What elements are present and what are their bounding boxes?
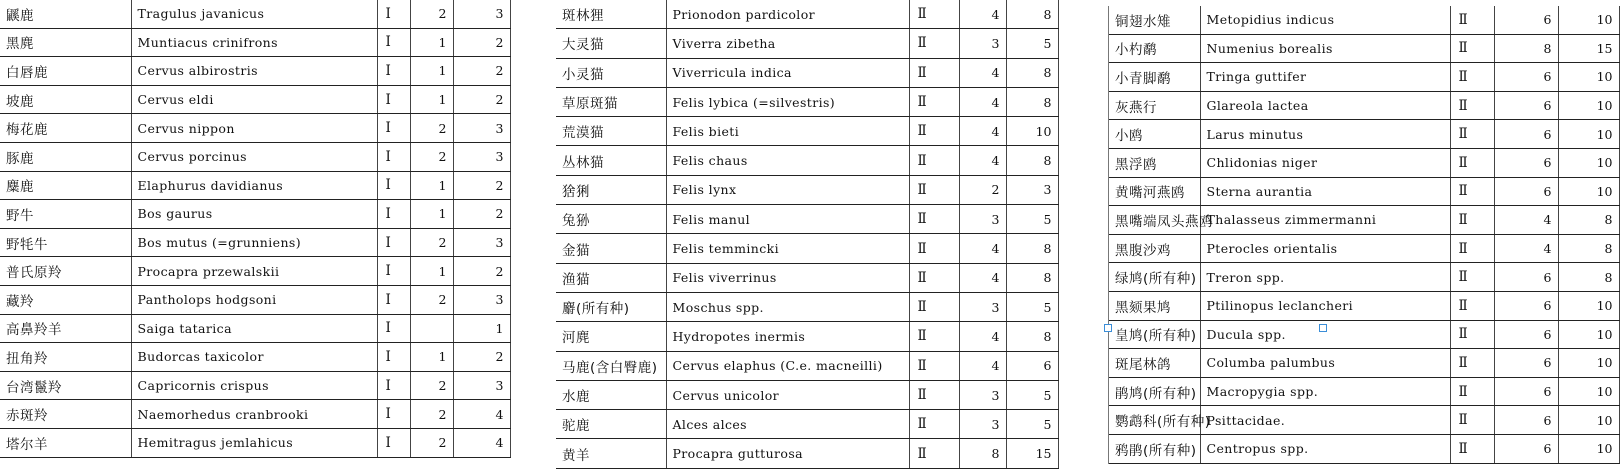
table-row [556, 380, 1058, 409]
table-row [1109, 91, 1619, 120]
protection-class-cell: Ⅱ [909, 58, 959, 87]
table-row [0, 85, 510, 114]
quota-max-cell: 15 [1558, 34, 1619, 63]
quota-min-cell: 4 [1494, 206, 1558, 235]
protection-class-cell: Ⅱ [909, 205, 959, 234]
protection-class-cell: Ⅱ [909, 292, 959, 321]
table-row [1109, 291, 1619, 320]
scientific-name-cell: Moschus spp. [666, 292, 909, 321]
quota-max-cell: 8 [1558, 234, 1619, 263]
scientific-name-cell: Hemitragus jemlahicus [131, 428, 377, 457]
table-row [1109, 34, 1619, 63]
quota-min-cell: 1 [410, 28, 453, 57]
common-name-cell: 铜翅水雉 [1109, 6, 1200, 34]
common-name-cell: 赤斑羚 [0, 400, 131, 429]
common-name-cell: 鹦鹉科(所有种) [1109, 406, 1200, 435]
protection-class-cell: Ⅱ [1450, 148, 1494, 177]
quota-min-cell: 6 [1494, 91, 1558, 120]
protection-class-cell: Ⅰ [377, 57, 410, 86]
common-name-cell: 台湾鬣羚 [0, 371, 131, 400]
quota-min-cell: 1 [410, 200, 453, 229]
scientific-name-cell: Columba palumbus [1200, 349, 1450, 378]
quota-max-cell: 10 [1558, 177, 1619, 206]
scientific-name-cell: Felis manul [666, 205, 909, 234]
protection-class-cell: Ⅰ [377, 142, 410, 171]
scientific-name-cell: Naemorhedus cranbrooki [131, 400, 377, 429]
table-row [0, 171, 510, 200]
quota-max-cell: 1 [453, 314, 510, 343]
common-name-cell: 大灵猫 [556, 29, 666, 58]
common-name-cell: 黄羊 [556, 439, 666, 468]
protection-class-cell: Ⅰ [377, 0, 410, 28]
common-name-cell: 麋鹿 [0, 171, 131, 200]
table-row [0, 343, 510, 372]
table-row [0, 371, 510, 400]
quota-min-cell: 2 [410, 0, 453, 28]
common-name-cell: 黑腹沙鸡 [1109, 234, 1200, 263]
common-name-cell: 丛林猫 [556, 146, 666, 175]
common-name-cell: 草原斑猫 [556, 87, 666, 116]
scientific-name-cell: Procapra przewalskii [131, 257, 377, 286]
quota-min-cell: 1 [410, 85, 453, 114]
protection-class-cell: Ⅱ [1450, 206, 1494, 235]
protection-class-cell: Ⅰ [377, 371, 410, 400]
table-row [0, 228, 510, 257]
quota-max-cell: 5 [1006, 292, 1058, 321]
quota-max-cell: 10 [1558, 6, 1619, 34]
table-row [0, 142, 510, 171]
common-name-cell: 兔狲 [556, 205, 666, 234]
quota-max-cell: 10 [1558, 434, 1619, 463]
table-row [556, 29, 1058, 58]
protection-class-cell: Ⅰ [377, 428, 410, 457]
table-row [0, 57, 510, 86]
scientific-name-cell: Bos gaurus [131, 200, 377, 229]
table-row [556, 205, 1058, 234]
table-row [1109, 63, 1619, 92]
quota-min-cell: 6 [1494, 263, 1558, 292]
quota-min-cell: 1 [410, 343, 453, 372]
selection-handle-center[interactable] [1319, 324, 1327, 332]
species-table [556, 0, 1059, 469]
quota-max-cell: 2 [453, 200, 510, 229]
protection-class-cell: Ⅱ [1450, 91, 1494, 120]
quota-max-cell: 8 [1558, 263, 1619, 292]
common-name-cell: 皇鸠(所有种) [1109, 320, 1200, 349]
protection-class-cell: Ⅰ [377, 343, 410, 372]
quota-max-cell: 8 [1006, 322, 1058, 351]
species-table-column-2 [556, 0, 1059, 469]
quota-max-cell: 10 [1558, 349, 1619, 378]
quota-max-cell: 8 [1006, 0, 1058, 29]
protection-class-cell: Ⅱ [909, 146, 959, 175]
scientific-name-cell: Tragulus javanicus [131, 0, 377, 28]
table-row [0, 114, 510, 143]
common-name-cell: 小杓鹬 [1109, 34, 1200, 63]
scientific-name-cell: Chlidonias niger [1200, 148, 1450, 177]
table-row [556, 410, 1058, 439]
quota-min-cell: 6 [1494, 6, 1558, 34]
scientific-name-cell: Felis lybica (=silvestris) [666, 87, 909, 116]
quota-max-cell: 2 [453, 171, 510, 200]
quota-min-cell: 3 [959, 380, 1006, 409]
quota-min-cell: 3 [959, 292, 1006, 321]
scientific-name-cell: Felis bieti [666, 117, 909, 146]
species-table-column-3 [1108, 6, 1620, 464]
common-name-cell: 坡鹿 [0, 85, 131, 114]
protection-class-cell: Ⅱ [1450, 177, 1494, 206]
table-row [556, 87, 1058, 116]
quota-min-cell: 4 [1494, 234, 1558, 263]
table-row [0, 0, 510, 28]
quota-min-cell: 4 [959, 117, 1006, 146]
common-name-cell: 驼鹿 [556, 410, 666, 439]
protection-class-cell: Ⅱ [1450, 34, 1494, 63]
scientific-name-cell: Macropygia spp. [1200, 377, 1450, 406]
common-name-cell: 黄嘴河燕鸥 [1109, 177, 1200, 206]
table-row [556, 322, 1058, 351]
quota-min-cell: 4 [959, 322, 1006, 351]
scientific-name-cell: Felis temmincki [666, 234, 909, 263]
quota-max-cell: 5 [1006, 205, 1058, 234]
scientific-name-cell: Saiga tatarica [131, 314, 377, 343]
quota-min-cell: 6 [1494, 406, 1558, 435]
quota-min-cell: 6 [1494, 120, 1558, 149]
protection-class-cell: Ⅰ [377, 85, 410, 114]
protection-class-cell: Ⅱ [1450, 263, 1494, 292]
scientific-name-cell: Elaphurus davidianus [131, 171, 377, 200]
quota-max-cell: 15 [1006, 439, 1058, 468]
scientific-name-cell: Ducula spp. [1200, 320, 1450, 349]
table-row [1109, 320, 1619, 349]
quota-max-cell: 5 [1006, 380, 1058, 409]
quota-min-cell: 4 [959, 351, 1006, 380]
quota-max-cell: 10 [1558, 63, 1619, 92]
common-name-cell: 梅花鹿 [0, 114, 131, 143]
quota-min-cell: 6 [1494, 377, 1558, 406]
quota-min-cell: 1 [410, 257, 453, 286]
table-row [556, 58, 1058, 87]
table-row [1109, 349, 1619, 378]
common-name-cell: 斑林狸 [556, 0, 666, 29]
quota-min-cell: 4 [959, 263, 1006, 292]
common-name-cell: 小鸥 [1109, 120, 1200, 149]
scientific-name-cell: Felis lynx [666, 175, 909, 204]
quota-min-cell: 6 [1494, 291, 1558, 320]
common-name-cell: 黑颏果鸠 [1109, 291, 1200, 320]
quota-max-cell: 10 [1558, 91, 1619, 120]
quota-min-cell: 1 [410, 171, 453, 200]
quota-min-cell: 2 [410, 428, 453, 457]
quota-min-cell: 3 [959, 410, 1006, 439]
quota-min-cell: 2 [959, 175, 1006, 204]
scientific-name-cell: Pantholops hodgsoni [131, 285, 377, 314]
table-row [556, 351, 1058, 380]
protection-class-cell: Ⅱ [1450, 6, 1494, 34]
common-name-cell: 猞猁 [556, 175, 666, 204]
quota-max-cell: 4 [453, 428, 510, 457]
common-name-cell: 高鼻羚羊 [0, 314, 131, 343]
table-row [556, 234, 1058, 263]
species-table-column-1 [0, 0, 511, 458]
common-name-cell: 黑浮鸥 [1109, 148, 1200, 177]
quota-min-cell: 2 [410, 371, 453, 400]
protection-class-cell: Ⅰ [377, 114, 410, 143]
common-name-cell: 鸦鹃(所有种) [1109, 434, 1200, 463]
table-row [1109, 177, 1619, 206]
species-table [0, 0, 511, 458]
common-name-cell: 扭角羚 [0, 343, 131, 372]
protection-class-cell: Ⅰ [377, 228, 410, 257]
protection-class-cell: Ⅰ [377, 400, 410, 429]
scientific-name-cell: Thalasseus zimmermanni [1200, 206, 1450, 235]
protection-class-cell: Ⅰ [377, 171, 410, 200]
quota-max-cell: 8 [1006, 263, 1058, 292]
scientific-name-cell: Tringa guttifer [1200, 63, 1450, 92]
quota-max-cell: 10 [1006, 117, 1058, 146]
quota-max-cell: 8 [1006, 234, 1058, 263]
common-name-cell: 小青脚鹬 [1109, 63, 1200, 92]
scientific-name-cell: Budorcas taxicolor [131, 343, 377, 372]
protection-class-cell: Ⅱ [909, 351, 959, 380]
protection-class-cell: Ⅰ [377, 28, 410, 57]
table-row [1109, 148, 1619, 177]
quota-min-cell: 6 [1494, 434, 1558, 463]
quota-min-cell: 1 [410, 57, 453, 86]
scientific-name-cell: Felis viverrinus [666, 263, 909, 292]
scientific-name-cell: Numenius borealis [1200, 34, 1450, 63]
scientific-name-cell: Cervus nippon [131, 114, 377, 143]
protection-class-cell: Ⅱ [909, 234, 959, 263]
quota-min-cell: 4 [959, 0, 1006, 29]
scientific-name-cell: Viverra zibetha [666, 29, 909, 58]
quota-min-cell: 2 [410, 400, 453, 429]
protection-class-cell: Ⅱ [1450, 234, 1494, 263]
quota-min-cell: 4 [959, 58, 1006, 87]
quota-max-cell: 8 [1558, 206, 1619, 235]
scientific-name-cell: Psittacidae. [1200, 406, 1450, 435]
table-row [0, 314, 510, 343]
table-row [556, 292, 1058, 321]
common-name-cell: 水鹿 [556, 380, 666, 409]
quota-max-cell: 3 [453, 371, 510, 400]
quota-min-cell: 2 [410, 228, 453, 257]
quota-min-cell: 2 [410, 114, 453, 143]
scientific-name-cell: Ptilinopus leclancheri [1200, 291, 1450, 320]
quota-max-cell: 3 [1006, 175, 1058, 204]
quota-min-cell: 6 [1494, 177, 1558, 206]
common-name-cell: 马鹿(含白臀鹿) [556, 351, 666, 380]
table-row [1109, 434, 1619, 463]
scientific-name-cell: Felis chaus [666, 146, 909, 175]
scientific-name-cell: Glareola lactea [1200, 91, 1450, 120]
common-name-cell: 麝(所有种) [556, 292, 666, 321]
common-name-cell: 塔尔羊 [0, 428, 131, 457]
protection-class-cell: Ⅱ [1450, 349, 1494, 378]
quota-max-cell: 2 [453, 57, 510, 86]
species-table [1109, 6, 1620, 464]
common-name-cell: 荒漠猫 [556, 117, 666, 146]
table-row [556, 0, 1058, 29]
scientific-name-cell: Cervus unicolor [666, 380, 909, 409]
common-name-cell: 白唇鹿 [0, 57, 131, 86]
table-row [0, 400, 510, 429]
protection-class-cell: Ⅱ [1450, 434, 1494, 463]
common-name-cell: 黑嘴端凤头燕鸥 [1109, 206, 1200, 235]
quota-max-cell: 10 [1558, 377, 1619, 406]
common-name-cell: 黑麂 [0, 28, 131, 57]
quota-max-cell: 2 [453, 28, 510, 57]
selection-handle-left[interactable] [1104, 324, 1112, 332]
common-name-cell: 金猫 [556, 234, 666, 263]
quota-min-cell: 2 [410, 142, 453, 171]
protection-class-cell: Ⅰ [377, 314, 410, 343]
common-name-cell: 灰燕行 [1109, 91, 1200, 120]
table-row [1109, 234, 1619, 263]
table-row [0, 285, 510, 314]
scientific-name-cell: Cervus eldi [131, 85, 377, 114]
scientific-name-cell: Metopidius indicus [1200, 6, 1450, 34]
quota-min-cell: 6 [1494, 148, 1558, 177]
table-row [1109, 206, 1619, 235]
table-row [0, 428, 510, 457]
quota-min-cell: 4 [959, 234, 1006, 263]
common-name-cell: 小灵猫 [556, 58, 666, 87]
protection-class-cell: Ⅱ [909, 29, 959, 58]
scientific-name-cell: Cervus porcinus [131, 142, 377, 171]
scientific-name-cell: Procapra gutturosa [666, 439, 909, 468]
scientific-name-cell: Cervus albirostris [131, 57, 377, 86]
common-name-cell: 河麂 [556, 322, 666, 351]
table-row [556, 117, 1058, 146]
protection-class-cell: Ⅱ [1450, 63, 1494, 92]
table-row [556, 175, 1058, 204]
quota-max-cell: 5 [1006, 410, 1058, 439]
quota-min-cell: 8 [1494, 34, 1558, 63]
protection-class-cell: Ⅱ [1450, 320, 1494, 349]
protection-class-cell: Ⅱ [909, 175, 959, 204]
scientific-name-cell: Bos mutus (=grunniens) [131, 228, 377, 257]
protection-class-cell: Ⅱ [909, 87, 959, 116]
common-name-cell: 藏羚 [0, 285, 131, 314]
table-row [0, 28, 510, 57]
protection-class-cell: Ⅰ [377, 200, 410, 229]
quota-min-cell: 3 [959, 29, 1006, 58]
common-name-cell: 鹃鸠(所有种) [1109, 377, 1200, 406]
quota-min-cell: 6 [1494, 320, 1558, 349]
scientific-name-cell: Muntiacus crinifrons [131, 28, 377, 57]
quota-max-cell: 2 [453, 85, 510, 114]
scientific-name-cell: Sterna aurantia [1200, 177, 1450, 206]
table-row [1109, 263, 1619, 292]
scientific-name-cell: Viverricula indica [666, 58, 909, 87]
common-name-cell: 豚鹿 [0, 142, 131, 171]
table-row [1109, 377, 1619, 406]
protection-class-cell: Ⅱ [1450, 377, 1494, 406]
quota-min-cell: 4 [959, 146, 1006, 175]
protection-class-cell: Ⅱ [909, 380, 959, 409]
quota-max-cell: 10 [1558, 148, 1619, 177]
scientific-name-cell: Centropus spp. [1200, 434, 1450, 463]
quota-max-cell: 3 [453, 228, 510, 257]
table-row [0, 257, 510, 286]
quota-max-cell: 10 [1558, 120, 1619, 149]
common-name-cell: 普氏原羚 [0, 257, 131, 286]
scientific-name-cell: Alces alces [666, 410, 909, 439]
quota-min-cell: 4 [959, 87, 1006, 116]
common-name-cell: 渔猫 [556, 263, 666, 292]
quota-max-cell: 3 [453, 142, 510, 171]
common-name-cell: 野牦牛 [0, 228, 131, 257]
protection-class-cell: Ⅱ [909, 0, 959, 29]
quota-max-cell: 2 [453, 257, 510, 286]
quota-min-cell: 6 [1494, 63, 1558, 92]
protection-class-cell: Ⅱ [1450, 406, 1494, 435]
quota-max-cell: 2 [453, 343, 510, 372]
scientific-name-cell: Cervus elaphus (C.e. macneilli) [666, 351, 909, 380]
table-row [556, 263, 1058, 292]
quota-max-cell: 10 [1558, 291, 1619, 320]
protection-class-cell: Ⅱ [909, 263, 959, 292]
quota-max-cell: 8 [1006, 58, 1058, 87]
common-name-cell: 绿鸠(所有种) [1109, 263, 1200, 292]
table-row [0, 200, 510, 229]
quota-min-cell: 6 [1494, 349, 1558, 378]
quota-max-cell: 6 [1006, 351, 1058, 380]
quota-min-cell [410, 314, 453, 343]
protection-class-cell: Ⅱ [909, 439, 959, 468]
table-row [556, 146, 1058, 175]
table-row [1109, 406, 1619, 435]
quota-max-cell: 3 [453, 114, 510, 143]
scientific-name-cell: Pterocles orientalis [1200, 234, 1450, 263]
quota-max-cell: 3 [453, 0, 510, 28]
common-name-cell: 斑尾林鸽 [1109, 349, 1200, 378]
scientific-name-cell: Hydropotes inermis [666, 322, 909, 351]
protection-class-cell: Ⅰ [377, 257, 410, 286]
quota-min-cell: 2 [410, 285, 453, 314]
protection-class-cell: Ⅱ [1450, 291, 1494, 320]
scientific-name-cell: Prionodon pardicolor [666, 0, 909, 29]
protection-class-cell: Ⅱ [1450, 120, 1494, 149]
quota-max-cell: 10 [1558, 406, 1619, 435]
table-row [1109, 120, 1619, 149]
quota-min-cell: 8 [959, 439, 1006, 468]
table-row [1109, 6, 1619, 34]
table-row [556, 439, 1058, 468]
quota-max-cell: 3 [453, 285, 510, 314]
scientific-name-cell: Treron spp. [1200, 263, 1450, 292]
scientific-name-cell: Capricornis crispus [131, 371, 377, 400]
protection-class-cell: Ⅱ [909, 410, 959, 439]
quota-max-cell: 8 [1006, 146, 1058, 175]
protection-class-cell: Ⅱ [909, 322, 959, 351]
quota-min-cell: 3 [959, 205, 1006, 234]
common-name-cell: 野牛 [0, 200, 131, 229]
common-name-cell: 鼷鹿 [0, 0, 131, 28]
protection-class-cell: Ⅰ [377, 285, 410, 314]
quota-max-cell: 5 [1006, 29, 1058, 58]
quota-max-cell: 4 [453, 400, 510, 429]
protection-class-cell: Ⅱ [909, 117, 959, 146]
quota-max-cell: 10 [1558, 320, 1619, 349]
quota-max-cell: 8 [1006, 87, 1058, 116]
scientific-name-cell: Larus minutus [1200, 120, 1450, 149]
